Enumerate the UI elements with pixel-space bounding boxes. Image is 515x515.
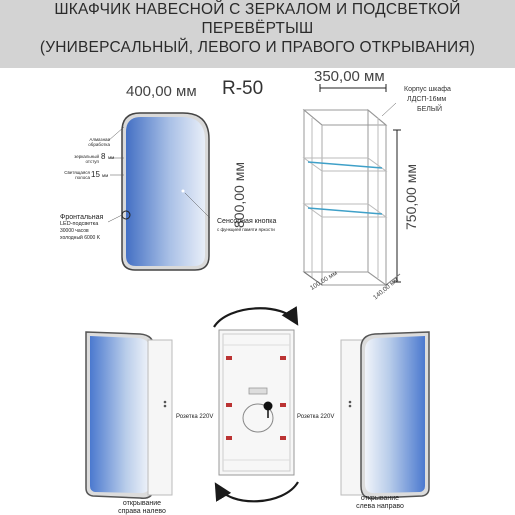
- cabinet-height-label: 750,00 мм: [403, 164, 419, 230]
- left-opening-view: [86, 332, 172, 498]
- mirror-front-view: [108, 113, 210, 270]
- touch-button-dot: [182, 190, 185, 193]
- light-strip-label: Светящаяся полоса: [64, 170, 90, 180]
- cabinet-body-view: [304, 84, 401, 285]
- socket-right-label: Розетка 220V: [297, 414, 335, 420]
- power-socket-icon: [264, 402, 273, 411]
- mirror-inset-value: 8: [101, 152, 106, 161]
- socket-left-label: Розетка 220V: [176, 414, 214, 420]
- inner-depth-label: 100,00 мм: [309, 269, 339, 292]
- diamond-edge-label: Алмазная обработка: [88, 137, 110, 147]
- cabinet-width-label: 350,00 мм: [314, 68, 385, 85]
- glass-shelf-lower: [308, 208, 382, 214]
- right-opening-view: [341, 332, 429, 498]
- glass-shelf-upper: [308, 162, 382, 168]
- rotate-arrow-bottom: [217, 482, 298, 501]
- front-light-label: Фронтальная LED-подсветка 30000 часов холодный 6000 K: [60, 214, 104, 241]
- touch-button-label: Сенсорная кнопка с функцией памяти яркости: [217, 218, 277, 232]
- light-strip-unit: мм: [102, 173, 109, 178]
- mirror-width-label: 400,00 мм: [126, 83, 197, 100]
- title-line-1: ШКАФЧИК НАВЕСНОЙ С ЗЕРКАЛОМ И ПОДСВЕТКОЙ: [54, 1, 461, 18]
- mirror-height-label: 800,00 мм: [231, 162, 247, 228]
- right-opening-caption: открывание слева направо: [356, 495, 404, 510]
- mirror-glass: [126, 117, 205, 266]
- mirror-inset-label: зеркальный отступ: [74, 154, 99, 164]
- model-name: R-50: [222, 78, 264, 99]
- outer-depth-label: 140,00 мм: [372, 276, 400, 302]
- left-opening-caption: открывание справа налево: [118, 500, 166, 515]
- title-line-2: ПЕРЕВЁРТЫШ: [201, 20, 314, 37]
- mirror-inset-unit: мм: [108, 155, 115, 160]
- center-back-view: [214, 308, 298, 501]
- callout-line-front: [108, 215, 122, 222]
- light-strip-value: 15: [91, 170, 100, 179]
- title-line-3: (УНИВЕРСАЛЬНЫЙ, ЛЕВОГО И ПРАВОГО ОТКРЫВАНИЯ): [39, 39, 476, 56]
- rotate-arrow-top: [214, 308, 296, 327]
- body-material-label: Корпус шкафа ЛДСП-16мм БЕЛЫЙ: [404, 86, 451, 113]
